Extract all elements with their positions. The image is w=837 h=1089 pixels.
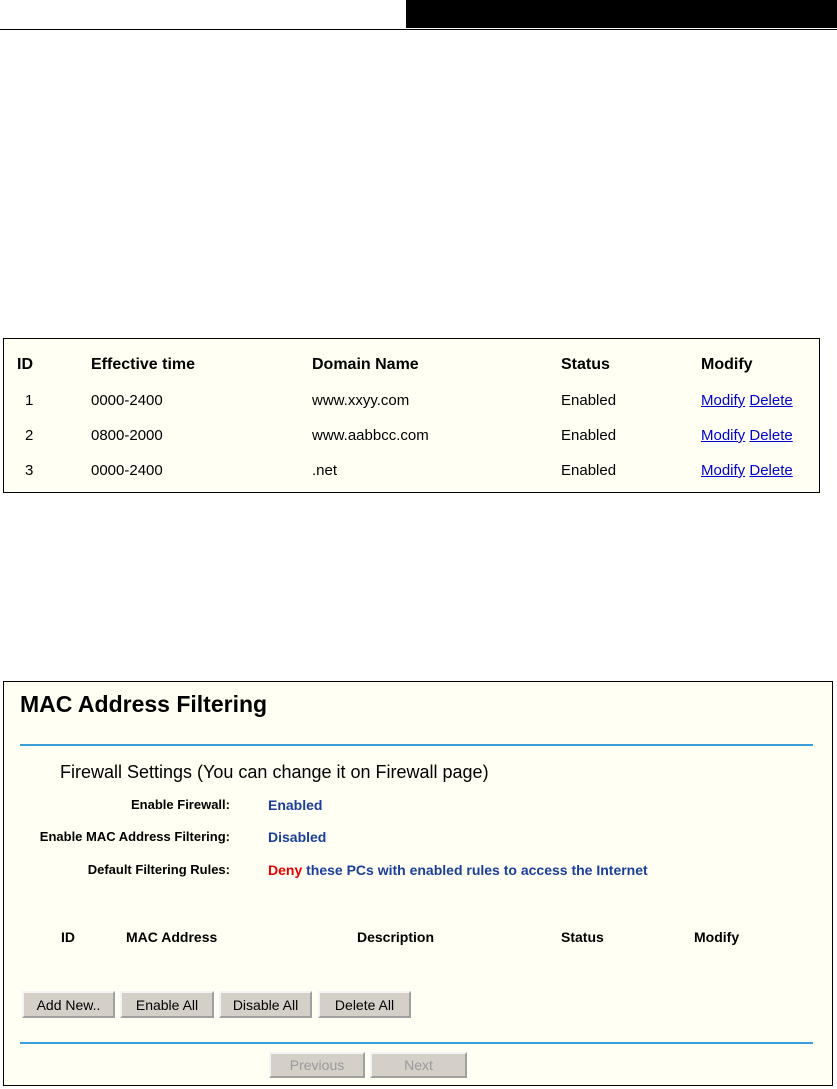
header-rule bbox=[0, 29, 837, 30]
enable-mac-filtering-label: Enable MAC Address Filtering: bbox=[39, 829, 230, 844]
col-header-status: Status bbox=[561, 356, 610, 373]
mac-filter-panel bbox=[3, 681, 833, 1086]
row-2-time: 0800-2000 bbox=[91, 427, 163, 444]
enable-mac-filtering-value: Disabled bbox=[268, 829, 327, 845]
enable-firewall-label: Enable Firewall: bbox=[131, 797, 230, 812]
col-header-domain-name: Domain Name bbox=[312, 356, 419, 373]
row-3-id: 3 bbox=[25, 462, 34, 479]
row-2-status: Enabled bbox=[561, 427, 617, 444]
row-2-id: 2 bbox=[25, 427, 34, 444]
row-1-delete-link[interactable]: Delete bbox=[749, 392, 793, 409]
default-filtering-rules-value bbox=[268, 862, 648, 878]
mac-col-mac-address: MAC Address bbox=[126, 929, 218, 945]
col-header-modify: Modify bbox=[701, 356, 753, 373]
row-2-delete-link[interactable]: Delete bbox=[749, 427, 793, 444]
previous-button[interactable]: Previous bbox=[269, 1052, 365, 1078]
row-2-domain: www.aabbcc.com bbox=[312, 427, 429, 444]
row-1-domain: www.xxyy.com bbox=[312, 392, 410, 409]
mac-col-description: Description bbox=[357, 929, 435, 945]
delete-all-button[interactable]: Delete All bbox=[318, 991, 411, 1018]
row-3-status: Enabled bbox=[561, 462, 617, 479]
col-header-id: ID bbox=[17, 356, 33, 373]
row-3-modify-link[interactable]: Modify bbox=[701, 462, 746, 479]
bottom-divider bbox=[20, 1042, 813, 1044]
next-button[interactable]: Next bbox=[370, 1052, 467, 1078]
row-3-domain: .net bbox=[312, 462, 338, 479]
row-1-status: Enabled bbox=[561, 392, 617, 409]
deny-text: Deny bbox=[268, 862, 303, 878]
row-1-id: 1 bbox=[25, 392, 34, 409]
default-filtering-rules-label: Default Filtering Rules: bbox=[87, 862, 230, 877]
rule-description-text: these PCs with enabled rules to access the Internet bbox=[302, 862, 648, 878]
mac-col-status: Status bbox=[561, 929, 604, 945]
col-header-effective-time: Effective time bbox=[91, 356, 196, 373]
disable-all-button[interactable]: Disable All bbox=[219, 991, 312, 1018]
enable-all-button[interactable]: Enable All bbox=[120, 991, 214, 1018]
page-title: MAC Address Filtering bbox=[20, 691, 268, 717]
row-2-modify-link[interactable]: Modify bbox=[701, 427, 746, 444]
mac-col-modify: Modify bbox=[694, 929, 740, 945]
row-1-time: 0000-2400 bbox=[91, 392, 163, 409]
header-bar bbox=[406, 0, 837, 28]
add-new-button[interactable]: Add New.. bbox=[22, 991, 115, 1018]
row-3-time: 0000-2400 bbox=[91, 462, 163, 479]
mac-col-id: ID bbox=[61, 929, 75, 945]
row-1-modify-link[interactable]: Modify bbox=[701, 392, 746, 409]
firewall-settings-heading: Firewall Settings (You can change it on Firewall page) bbox=[60, 762, 489, 782]
title-divider bbox=[20, 744, 813, 746]
row-3-delete-link[interactable]: Delete bbox=[749, 462, 793, 479]
enable-firewall-value: Enabled bbox=[268, 797, 323, 813]
